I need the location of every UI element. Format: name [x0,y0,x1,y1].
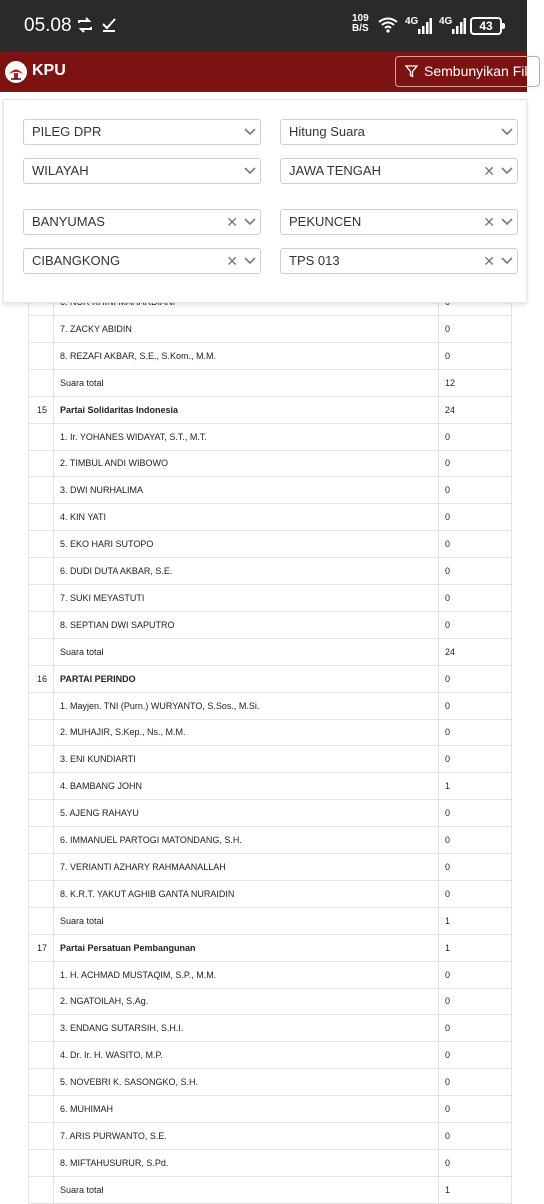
table-row [28,1042,512,1069]
row-value: 24 [438,397,512,424]
table-row [28,370,512,397]
chevron-down-icon [501,126,513,138]
row-number [28,773,53,800]
table-row [28,639,512,666]
regency-select[interactable] [23,209,261,235]
row-name: 2. NGATOILAH, S.Ag. [53,988,438,1015]
row-name: Suara total [53,370,438,397]
party-row [28,666,512,693]
row-value: 0 [438,854,512,881]
table-row [28,988,512,1015]
table-row [28,908,512,935]
status-time: 05.08 [24,15,72,36]
row-value: 0 [438,343,512,370]
row-name: 7. VERIANTI AZHARY RAHMAANALLAH [53,854,438,881]
chevron-down-icon [244,216,256,228]
table-row [28,1123,512,1150]
row-name: 5. NOVEBRI K. SASONGKO, S.H. [53,1069,438,1096]
row-value: 1 [438,908,512,935]
row-name: 4. KIN YATI [53,504,438,531]
row-number [28,719,53,746]
row-value: 0 [438,1042,512,1069]
battery-icon [470,17,502,35]
table-row [28,1015,512,1042]
table-row [28,962,512,989]
row-number [28,827,53,854]
mode-value: Hitung Suara [289,124,365,139]
party-row [28,935,512,962]
row-name: 8. MIFTAHUSURUR, S.Pd. [53,1150,438,1177]
row-number [28,881,53,908]
row-value: 0 [438,585,512,612]
row-value: 0 [438,962,512,989]
village-value: CIBANGKONG [32,253,121,268]
region-type-select[interactable] [23,158,261,184]
row-number [28,504,53,531]
row-name: 6. DUDI DUTA AKBAR, S.E. [53,558,438,585]
row-name: 6. MUHIMAH [53,1096,438,1123]
chevron-down-icon [244,165,256,177]
row-name: Suara total [53,1177,438,1204]
row-value: 0 [438,800,512,827]
province-select[interactable] [280,158,518,184]
row-value: 0 [438,504,512,531]
table-row [28,827,512,854]
row-value: 0 [438,450,512,477]
mode-select[interactable] [280,119,518,145]
status-bar [0,0,527,52]
row-value: 0 [438,1123,512,1150]
row-value: 0 [438,693,512,720]
row-name: 1. Mayjen. TNI (Purn.) WURYANTO, S.Sos., M.Si. [53,693,438,720]
table-row [28,585,512,612]
row-number [28,1123,53,1150]
hide-filter-label: Sembunyikan Filter [424,63,544,79]
chevron-down-icon [501,216,513,228]
table-row [28,1177,512,1204]
table-row [28,1069,512,1096]
table-row [28,773,512,800]
speed-value: 109 [352,13,369,24]
election-value: PILEG DPR [32,124,102,139]
row-value: 0 [438,612,512,639]
row-value: 1 [438,935,512,962]
region-type-value: WILAYAH [32,163,89,178]
row-number [28,693,53,720]
row-name: 7. ZACKY ABIDIN [53,316,438,343]
province-value: JAWA TENGAH [289,163,381,178]
row-name: 1. H. ACHMAD MUSTAQIM, S.P., M.M. [53,962,438,989]
table-row [28,612,512,639]
row-name: 5. EKO HARI SUTOPO [53,531,438,558]
row-name: Partai Solidaritas Indonesia [53,397,438,424]
row-value: 0 [438,558,512,585]
table-row [28,1096,512,1123]
row-number [28,800,53,827]
tps-value: TPS 013 [289,253,340,268]
row-name: 6. IMMANUEL PARTOGI MATONDANG, S.H. [53,827,438,854]
row-name: 8. REZAFI AKBAR, S.E., S.Kom., M.M. [53,343,438,370]
regency-value: BANYUMAS [32,214,105,229]
row-number [28,316,53,343]
row-number [28,343,53,370]
row-name: 2. MUHAJIR, S.Kep., Ns., M.M. [53,719,438,746]
row-value: 0 [438,827,512,854]
row-name: 3. ENDANG SUTARSIH, S.H.I. [53,1015,438,1042]
tps-select[interactable] [280,248,518,274]
speed-unit: B/S [352,23,369,34]
row-name: Suara total [53,908,438,935]
row-name: 5. AJENG RAHAYU [53,800,438,827]
row-number [28,477,53,504]
row-number [28,585,53,612]
clear-icon[interactable]: ✕ [483,163,495,179]
table-row [28,316,512,343]
battery-level: 43 [479,19,493,33]
row-name: 3. ENI KUNDIARTI [53,746,438,773]
district-select[interactable] [280,209,518,235]
filter-icon [405,65,418,78]
table-row [28,881,512,908]
row-value: 0 [438,746,512,773]
election-select[interactable] [23,119,261,145]
signal-icon [452,18,466,34]
row-name: 7. ARIS PURWANTO, S.E. [53,1123,438,1150]
row-number [28,1096,53,1123]
wifi-icon [378,17,398,33]
chevron-down-icon [244,126,256,138]
row-number [28,1015,53,1042]
row-name: Suara total [53,639,438,666]
table-row [28,477,512,504]
row-value: 0 [438,1015,512,1042]
row-value: 12 [438,370,512,397]
row-name: 8. K.R.T. YAKUT AGHIB GANTA NURAIDIN [53,881,438,908]
row-name: 1. Ir. YOHANES WIDAYAT, S.T., M.T. [53,424,438,451]
filter-panel [3,99,527,303]
district-value: PEKUNCEN [289,214,362,229]
table-row [28,450,512,477]
chevron-down-icon [501,165,513,177]
network-type-2: 4G [439,16,453,27]
clear-icon[interactable]: ✕ [483,214,495,230]
row-number [28,962,53,989]
row-value: 0 [438,531,512,558]
table-row [28,1150,512,1177]
row-number [28,746,53,773]
row-name: PARTAI PERINDO [53,666,438,693]
sync-icon [76,17,94,33]
brand-title: KPU [32,62,66,79]
table-row [28,719,512,746]
row-name: 7. SUKI MEYASTUTI [53,585,438,612]
row-value: 0 [438,316,512,343]
table-row [28,531,512,558]
table-row [28,504,512,531]
row-name: 4. BAMBANG JOHN [53,773,438,800]
network-type-1: 4G [405,16,419,27]
kpu-logo-icon [3,59,29,85]
table-row [28,693,512,720]
row-value: 24 [438,639,512,666]
row-name: 3. DWI NURHALIMA [53,477,438,504]
row-value: 0 [438,719,512,746]
row-value: 0 [438,988,512,1015]
row-value: 1 [438,1177,512,1204]
party-row [28,397,512,424]
row-value: 1 [438,773,512,800]
network-speed [352,14,369,34]
row-number [28,424,53,451]
row-name: Partai Persatuan Pembangunan [53,935,438,962]
row-number: 17 [28,935,53,962]
table-row [28,343,512,370]
row-value: 0 [438,424,512,451]
row-number: 16 [28,666,53,693]
row-number: 15 [28,397,53,424]
row-number [28,988,53,1015]
table-row [28,800,512,827]
download-done-icon [101,17,117,33]
row-value: 0 [438,1069,512,1096]
row-number [28,531,53,558]
row-number [28,1177,53,1204]
row-number [28,1069,53,1096]
chevron-down-icon [244,255,256,267]
clear-icon[interactable]: ✕ [226,214,238,230]
row-number [28,854,53,881]
row-name: 2. TIMBUL ANDI WIBOWO [53,450,438,477]
row-number [28,1042,53,1069]
clear-icon[interactable]: ✕ [483,253,495,269]
table-row [28,558,512,585]
clear-icon[interactable]: ✕ [226,253,238,269]
row-value: 0 [438,477,512,504]
row-value: 0 [438,1150,512,1177]
row-value: 0 [438,881,512,908]
hide-filter-button[interactable] [395,56,544,87]
signal-icon [418,18,432,34]
row-name: 4. Dr. Ir. H. WASITO, M.P. [53,1042,438,1069]
table-row [28,424,512,451]
row-name: 8. SEPTIAN DWI SAPUTRO [53,612,438,639]
row-value: 0 [438,1096,512,1123]
table-row [28,746,512,773]
village-select[interactable] [23,248,261,274]
chevron-down-icon [501,255,513,267]
row-number [28,639,53,666]
table-row [28,854,512,881]
row-number [28,450,53,477]
row-number [28,1150,53,1177]
row-value: 0 [438,666,512,693]
app-bar [0,52,544,92]
row-number [28,558,53,585]
row-number [28,612,53,639]
row-number [28,908,53,935]
row-number [28,370,53,397]
